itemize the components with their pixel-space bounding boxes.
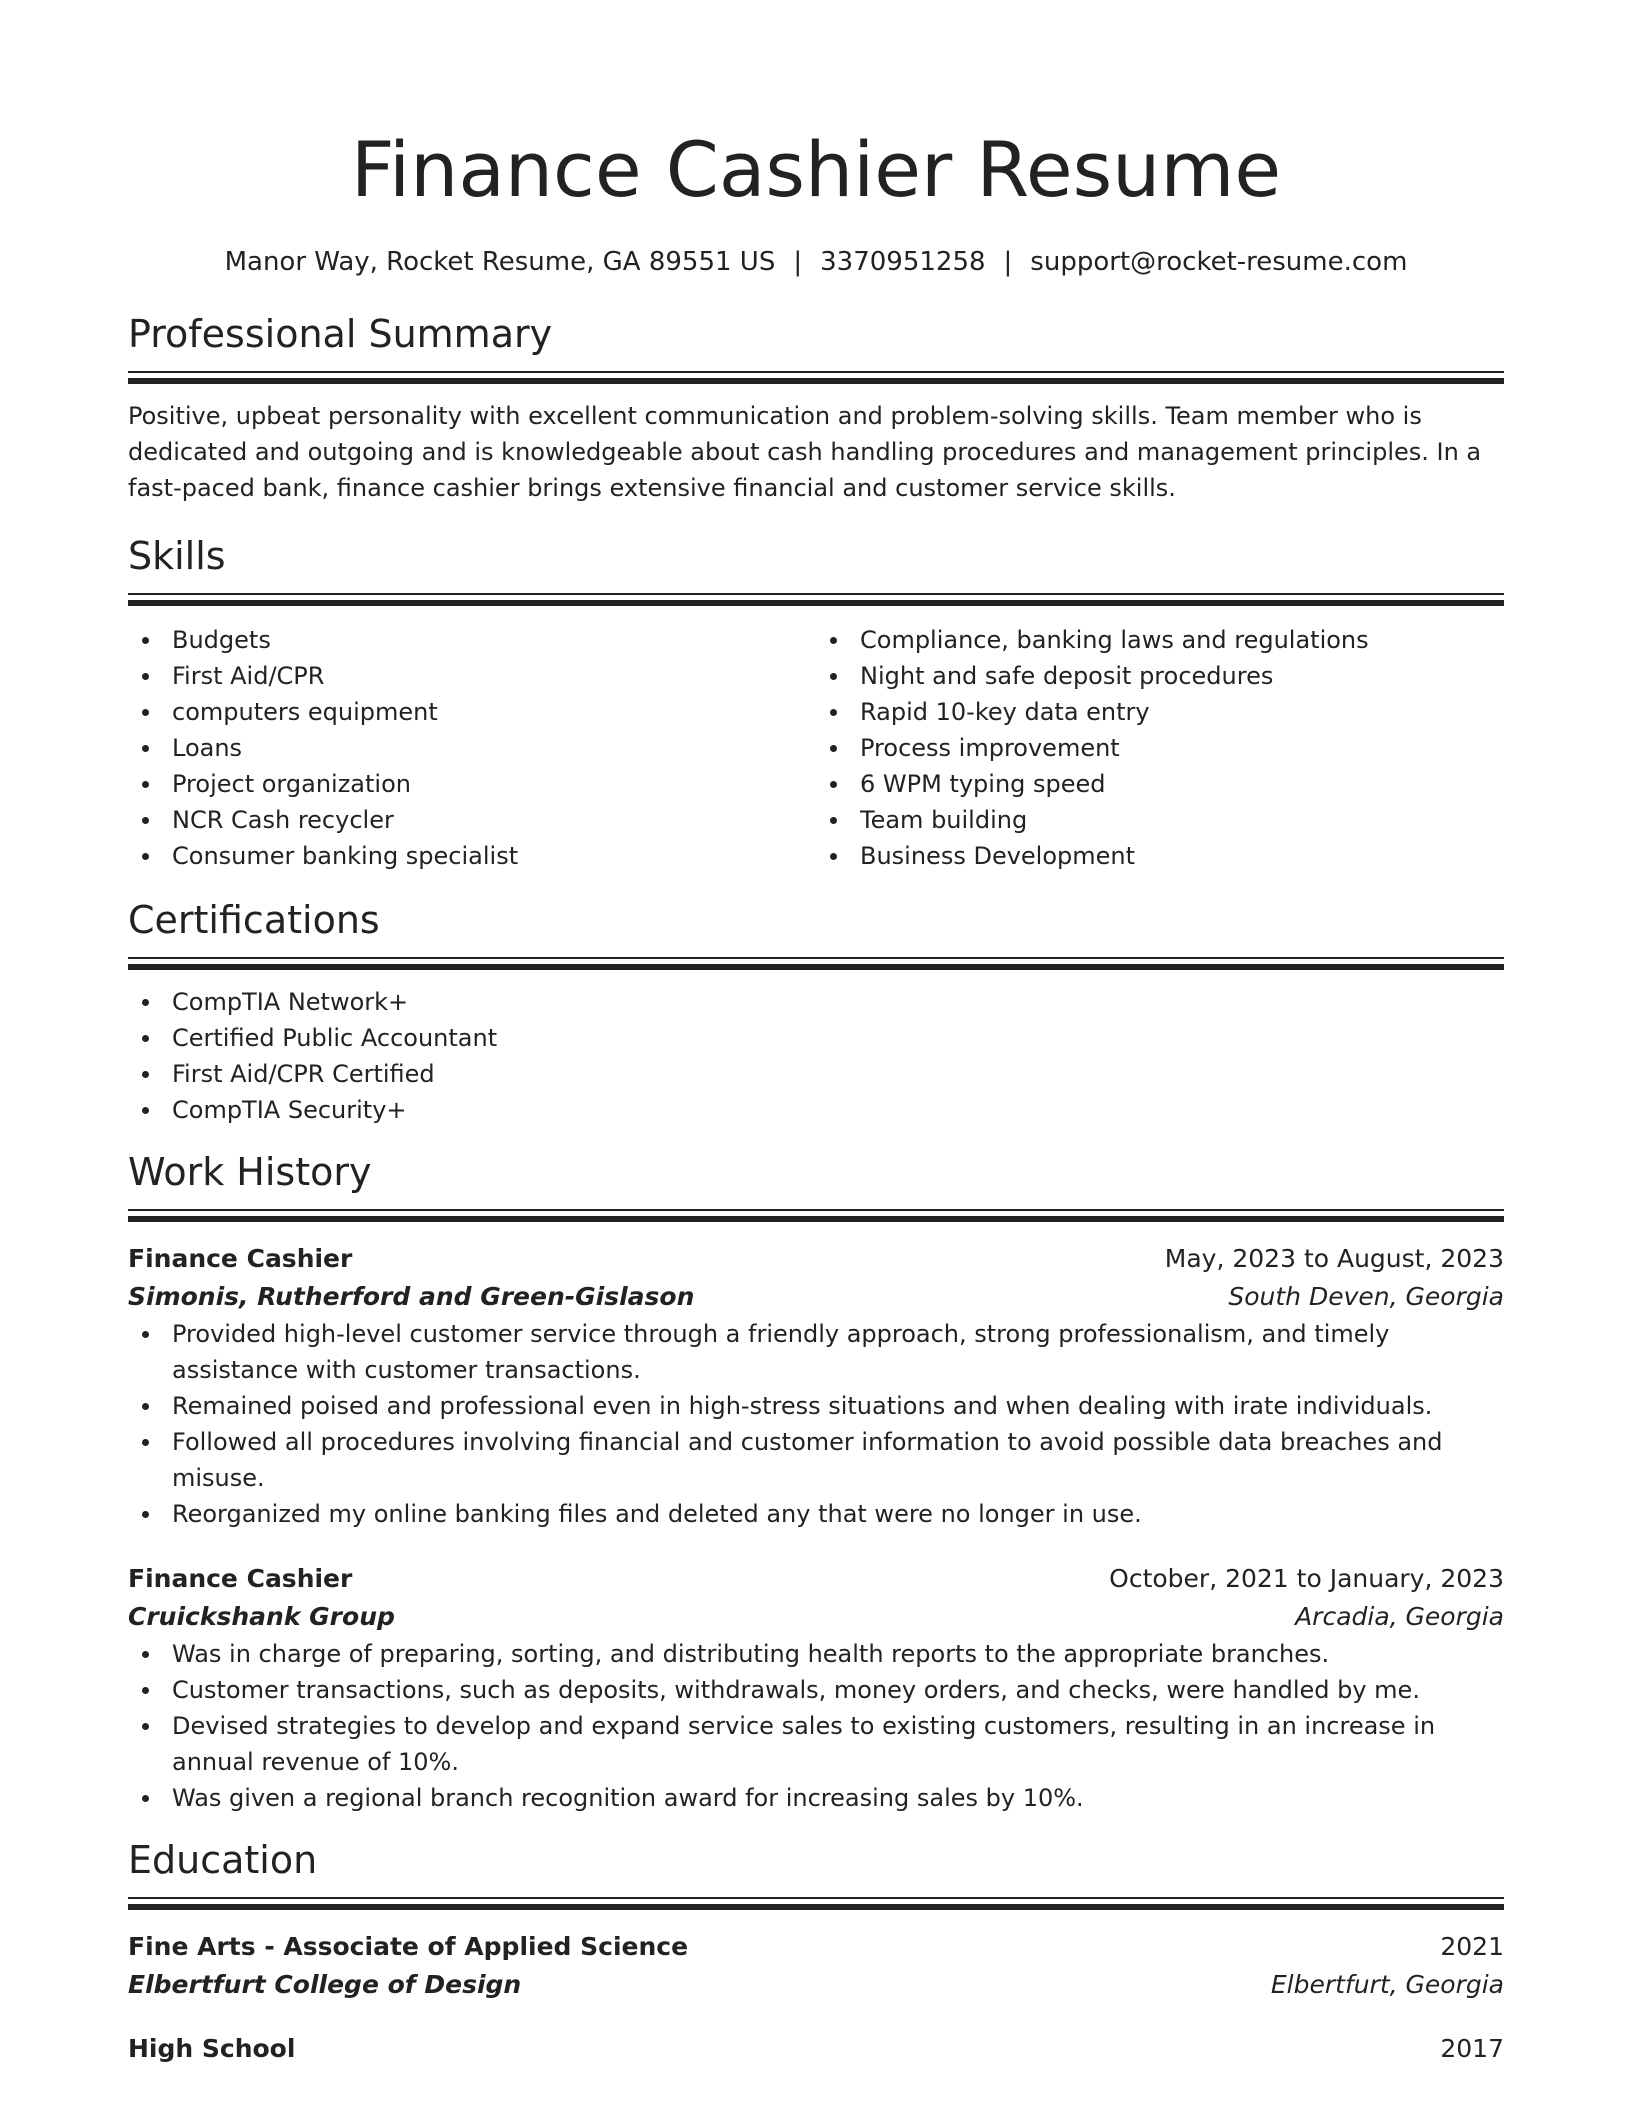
skill-item: Night and safe deposit procedures: [816, 658, 1504, 694]
education-school-row: [128, 1966, 1504, 2004]
skill-item: Consumer banking specialist: [128, 838, 816, 874]
section-divider: [128, 371, 1504, 384]
section-divider: [128, 1209, 1504, 1222]
contact-separator: |: [793, 247, 803, 277]
skill-item: Budgets: [128, 622, 816, 658]
section-heading-certifications: Certifications: [128, 898, 380, 942]
job-bullet: Reorganized my online banking files and deleted any that were no longer in use.: [128, 1496, 1504, 1532]
education-location: Elbertfurt, Georgia: [1270, 1970, 1504, 1999]
job-header-row: [128, 1560, 1504, 1598]
education-degree: Fine Arts - Associate of Applied Science: [128, 1932, 689, 1961]
contact-phone: 3370951258: [820, 247, 986, 277]
skill-item: NCR Cash recycler: [128, 802, 816, 838]
work-history-section: [128, 1148, 1504, 1816]
job-entry: [128, 1560, 1504, 1816]
job-header-row: [128, 1240, 1504, 1278]
skill-item: computers equipment: [128, 694, 816, 730]
section-divider: [128, 593, 1504, 606]
section-divider: [128, 957, 1504, 970]
section-heading-skills: Skills: [128, 534, 226, 578]
skills-list-right: [816, 622, 1504, 874]
education-school: Elbertfurt College of Design: [128, 1970, 522, 1999]
contact-address: Manor Way, Rocket Resume, GA 89551 US: [224, 247, 776, 277]
job-bullet: Devised strategies to develop and expand service sales to existing customers, resulting in an increase in annual revenue of 10%.: [128, 1708, 1504, 1780]
education-degree: High School: [128, 2034, 296, 2063]
job-location: South Deven, Georgia: [1228, 1282, 1504, 1311]
job-bullet: Was given a regional branch recognition award for increasing sales by 10%.: [128, 1780, 1504, 1816]
skill-item: Business Development: [816, 838, 1504, 874]
section-heading-work-history: Work History: [128, 1150, 372, 1194]
job-bullet: Customer transactions, such as deposits, withdrawals, money orders, and checks, were handled by me.: [128, 1672, 1504, 1708]
education-section: [128, 1836, 1504, 2068]
job-bullets: [128, 1636, 1504, 1816]
education-entry: [128, 1928, 1504, 2004]
skills-section: [128, 532, 1504, 874]
contact-separator: |: [1003, 247, 1013, 277]
certifications-list: [128, 984, 1504, 1128]
certification-item: CompTIA Network+: [128, 984, 1504, 1020]
job-company: Simonis, Rutherford and Green-Gislason: [128, 1282, 695, 1311]
education-entry: [128, 2030, 1504, 2068]
skill-item: First Aid/CPR: [128, 658, 816, 694]
job-company-row: [128, 1598, 1504, 1636]
job-dates: October, 2021 to January, 2023: [1109, 1564, 1504, 1593]
job-title: Finance Cashier: [128, 1564, 353, 1593]
certification-item: Certified Public Accountant: [128, 1020, 1504, 1056]
skills-list-left: [128, 622, 816, 874]
job-company-row: [128, 1278, 1504, 1316]
contact-line: [128, 244, 1504, 280]
skill-item: 6 WPM typing speed: [816, 766, 1504, 802]
contact-email[interactable]: support@rocket-resume.com: [1030, 247, 1408, 277]
skill-item: Project organization: [128, 766, 816, 802]
summary-section: [128, 310, 1504, 506]
job-dates: May, 2023 to August, 2023: [1164, 1244, 1504, 1273]
job-bullet: Followed all procedures involving financial and customer information to avoid possible data breaches and misuse.: [128, 1424, 1504, 1496]
job-location: Arcadia, Georgia: [1295, 1602, 1504, 1631]
education-year: 2021: [1440, 1932, 1504, 1961]
skill-item: Compliance, banking laws and regulations: [816, 622, 1504, 658]
summary-text: Positive, upbeat personality with excellent communication and problem-solving skills. Team member who is dedicated and outgoing and is knowledgeable about cash handling procedures and management principles. In a fast-paced bank, finance cashier brings extensive financial and customer service skills.: [128, 402, 1482, 502]
education-header-row: [128, 2030, 1504, 2068]
job-bullet: Provided high-level customer service through a friendly approach, strong professionalism, and timely assistance with customer transactions.: [128, 1316, 1504, 1388]
job-bullets: [128, 1316, 1504, 1532]
certification-item: First Aid/CPR Certified: [128, 1056, 1504, 1092]
job-bullet: Was in charge of preparing, sorting, and distributing health reports to the appropriate branches.: [128, 1636, 1504, 1672]
job-title: Finance Cashier: [128, 1244, 353, 1273]
section-heading-summary: Professional Summary: [128, 312, 553, 356]
skill-item: Team building: [816, 802, 1504, 838]
education-header-row: [128, 1928, 1504, 1966]
certification-item: CompTIA Security+: [128, 1092, 1504, 1128]
education-year: 2017: [1440, 2034, 1504, 2063]
job-company: Cruickshank Group: [128, 1602, 395, 1631]
skill-item: Loans: [128, 730, 816, 766]
certifications-section: [128, 896, 1504, 1128]
job-bullet: Remained poised and professional even in high-stress situations and when dealing with irate individuals.: [128, 1388, 1504, 1424]
skill-item: Process improvement: [816, 730, 1504, 766]
resume-title: Finance Cashier Resume: [350, 125, 1282, 214]
section-heading-education: Education: [128, 1838, 318, 1882]
skills-grid: [128, 622, 1504, 874]
skill-item: Rapid 10-key data entry: [816, 694, 1504, 730]
section-divider: [128, 1897, 1504, 1910]
job-entry: [128, 1240, 1504, 1532]
